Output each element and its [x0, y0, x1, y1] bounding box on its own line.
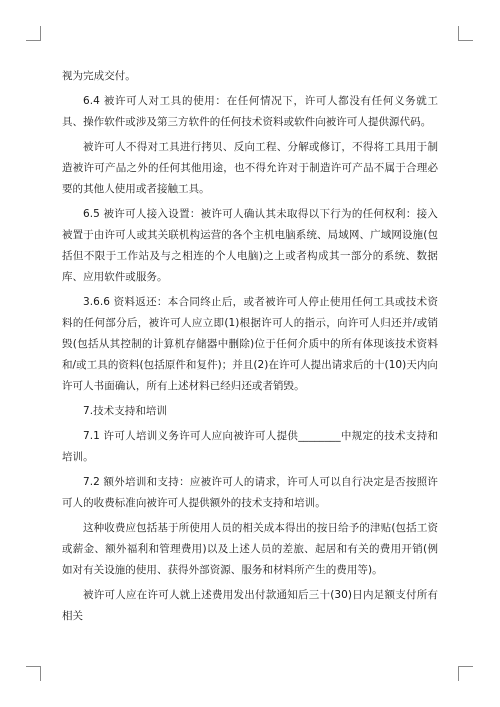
paragraph-6-4-tool-use: 6.4 被许可人对工具的使用：在任何情况下，许可人都没有任何义务就工具、操作软件或涉及第三方软件的任何技术资料或软件向被许可人提供源代码。 — [62, 95, 438, 128]
paragraph-payment-terms: 被许可人应在许可人就上述费用发出付款通知后三十(30)日内足额支付所有相关 — [62, 589, 438, 622]
document-body — [62, 66, 438, 627]
paragraph-continuation: 视为完成交付。 — [62, 70, 136, 82]
paragraph-7-1-training-obligation: 7.1 许可人培训义务许可人应向被许可人提供________中规定的技术支持和培训。 — [62, 430, 438, 463]
paragraph-7-2-additional-training: 7.2 额外培训和支持：应被许可人的请求，许可人可以自行决定是否按照许可人的收费标准向被许可人提供额外的技术支持和培训。 — [62, 476, 438, 509]
paragraph-tool-restrictions: 被许可人不得对工具进行拷贝、反向工程、分解或修订，不得将工具用于制造被许可产品之外的任何其他用途，也不得允许对于制造许可产品不属于合理必要的其他人使用或者接触工具。 — [62, 141, 438, 195]
crop-mark-top-left — [26, 26, 41, 41]
paragraph-fee-composition: 这种收费应包括基于所使用人员的相关成本得出的按日给予的津贴(包括工资或薪金、额外福利和管理费用)以及上述人员的差旅、起居和有关的费用开销(例如对有关设施的使用、获得外部资源、服务和材料所产生的费用等)。 — [62, 522, 438, 576]
section-heading-7-support-training: 7.技术支持和培训 — [83, 405, 167, 417]
crop-mark-bottom-right — [458, 666, 473, 681]
paragraph-3-6-6-material-return: 3.6.6 资料返还：本合同终止后，或者被许可人停止使用任何工具或技术资料的任何部分后，被许可人应立即(1)根据许可人的指示，向许可人归还并/或销毁(包括从其控制的计算机存储器中删除)位于任何介质中的所有体现该技术资料和/或工具的资料(包括原件和复件)；并且(2)在许可人提出请求后的十(10)天内向许可人书面确认，所有上述材料已经归还或者销毁。 — [62, 296, 438, 392]
paragraph-6-5-access-settings: 6.5 被许可人接入设置：被许可人确认其未取得以下行为的任何权利：接入被置于由许可人或其关联机构运营的各个主机电脑系统、局域网、广域网设施(包括但不限于工作站及与之相连的个人电脑)之上或者构成其一部分的系统、数据库、应用软件或服务。 — [62, 208, 438, 283]
crop-mark-top-right — [458, 26, 473, 41]
crop-mark-bottom-left — [26, 666, 41, 681]
